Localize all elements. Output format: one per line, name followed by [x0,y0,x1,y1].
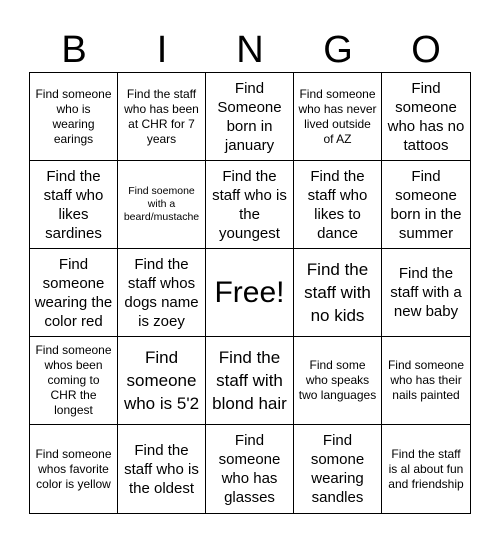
bingo-cell-b3[interactable]: Find someone wearing the color red [30,249,118,337]
bingo-board [29,72,471,514]
bingo-cell-i1[interactable]: Find the staff who has been at CHR for 7 years [118,73,206,161]
bingo-cell-b4[interactable]: Find someone whos been coming to CHR the longest [30,337,118,425]
bingo-cell-g5[interactable]: Find somone wearing sandles [294,425,382,513]
header-letter-n: N [236,29,264,71]
bingo-cell-g4[interactable]: Find some who speaks two languages [294,337,382,425]
header-letter-g: G [323,29,353,71]
bingo-cell-o4[interactable]: Find someone who has their nails painted [382,337,470,425]
bingo-cell-i5[interactable]: Find the staff who is the oldest [118,425,206,513]
header-letter-b: B [61,29,87,71]
bingo-cell-o5[interactable]: Find the staff is al about fun and friendship [388,446,464,491]
bingo-cell-g2[interactable]: Find the staff who likes to dance [294,161,382,249]
bingo-cell-n4[interactable]: Find the staff with blond hair [206,337,294,425]
header-letter-i: I [156,29,168,71]
bingo-cell-b2[interactable]: Find the staff who likes sardines [30,161,118,249]
free-space[interactable]: Free! [206,249,294,337]
bingo-cell-o1[interactable]: Find someone who has no tattoos [382,73,470,161]
header-letter-o: O [411,29,441,71]
bingo-cell-o3[interactable]: Find the staff with a new baby [382,249,470,337]
bingo-cell-i2[interactable]: Find soemone with a beard/mustache [118,161,206,249]
bingo-cell-b5[interactable]: Find someone whos favorite color is yellow [30,425,118,513]
bingo-cell-i4[interactable]: Find someone who is 5'2 [118,337,206,425]
bingo-cell-n1[interactable]: Find Someone born in january [206,73,294,161]
bingo-cell-g3[interactable]: Find the staff with no kids [294,249,382,337]
bingo-header [30,28,470,72]
bingo-cell-n2[interactable]: Find the staff who is the youngest [206,161,294,249]
bingo-cell-o2[interactable]: Find someone born in the summer [382,161,470,249]
bingo-cell-n5[interactable]: Find someone who has glasses [206,425,294,513]
bingo-cell-g1[interactable]: Find someone who has never lived outside of AZ [294,73,382,161]
bingo-cell-b1[interactable]: Find someone who is wearing earings [30,73,118,161]
bingo-cell-i3[interactable]: Find the staff whos dogs name is zoey [118,249,206,337]
